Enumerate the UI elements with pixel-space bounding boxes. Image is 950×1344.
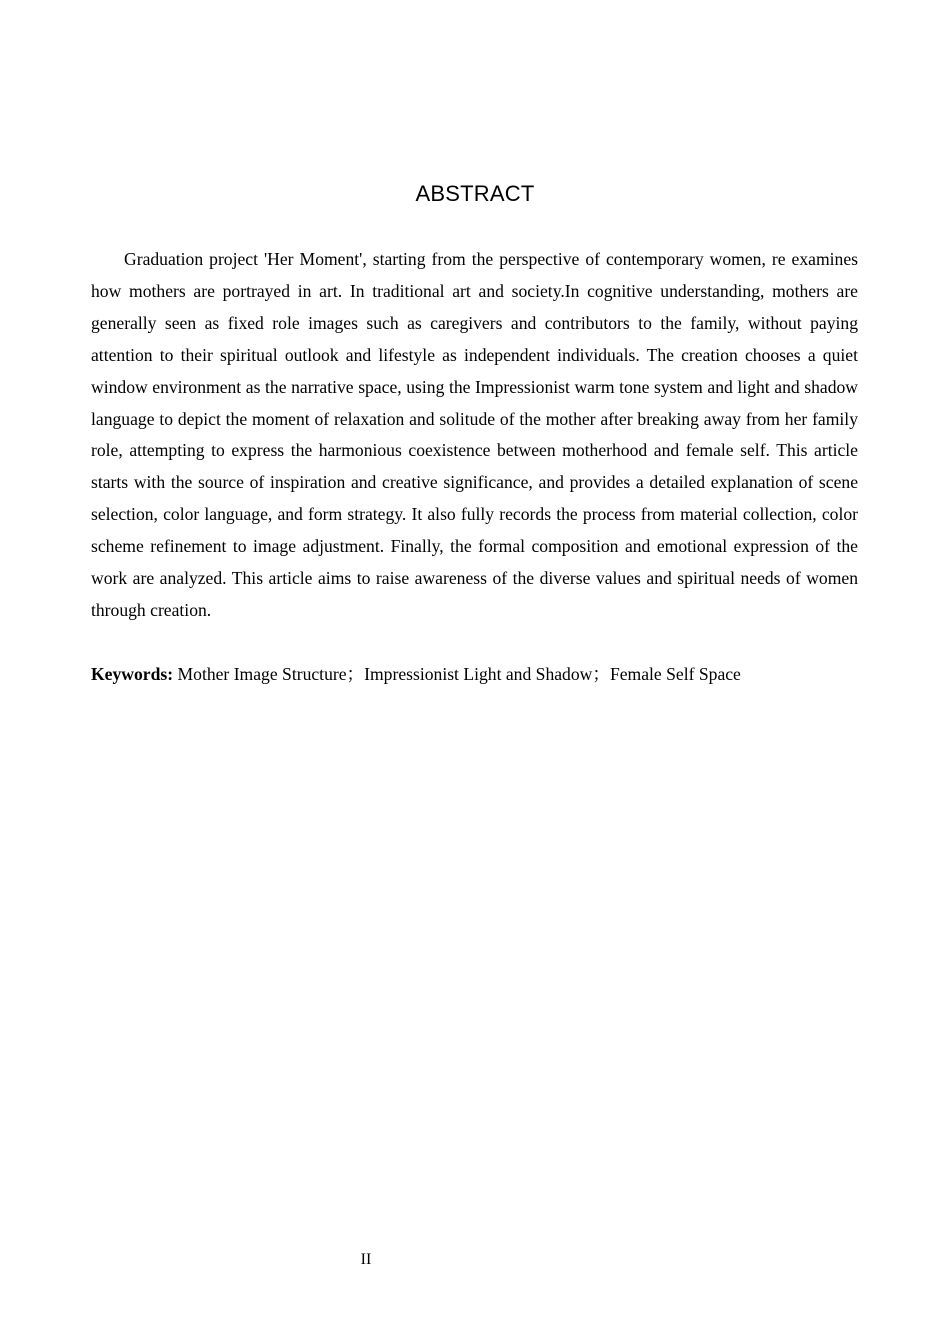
abstract-title: ABSTRACT xyxy=(415,181,535,206)
abstract-paragraph: Graduation project 'Her Moment', starting from the perspective of contemporary women, re examines how mothers are portrayed in art. In traditional art and society.In cognitive understanding, mothers are generally seen as fixed role images such as caregivers and contributors to the family, without paying attention to their spiritual outlook and lifestyle as independent individuals. The creation chooses a quiet window environment as the narrative space, using the Impressionist warm tone system and light and shadow language to depict the moment of relaxation and solitude of the mother after breaking away from her family role, attempting to express the harmonious coexistence between motherhood and female self. This article starts with the source of inspiration and creative significance, and provides a detailed explanation of scene selection, color language, and form strategy. It also fully records the process from material collection, color scheme refinement to image adjustment. Finally, the formal composition and emotional expression of the work are analyzed. This article aims to raise awareness of the diverse values and spiritual needs of women through creation. xyxy=(91,249,858,620)
keywords-label: Keywords: xyxy=(91,664,174,684)
keywords-text: Mother Image Structure；Impressionist Light and Shadow；Female Self Space xyxy=(177,664,741,684)
page-number: II xyxy=(360,1251,372,1268)
keywords-line xyxy=(91,659,858,691)
